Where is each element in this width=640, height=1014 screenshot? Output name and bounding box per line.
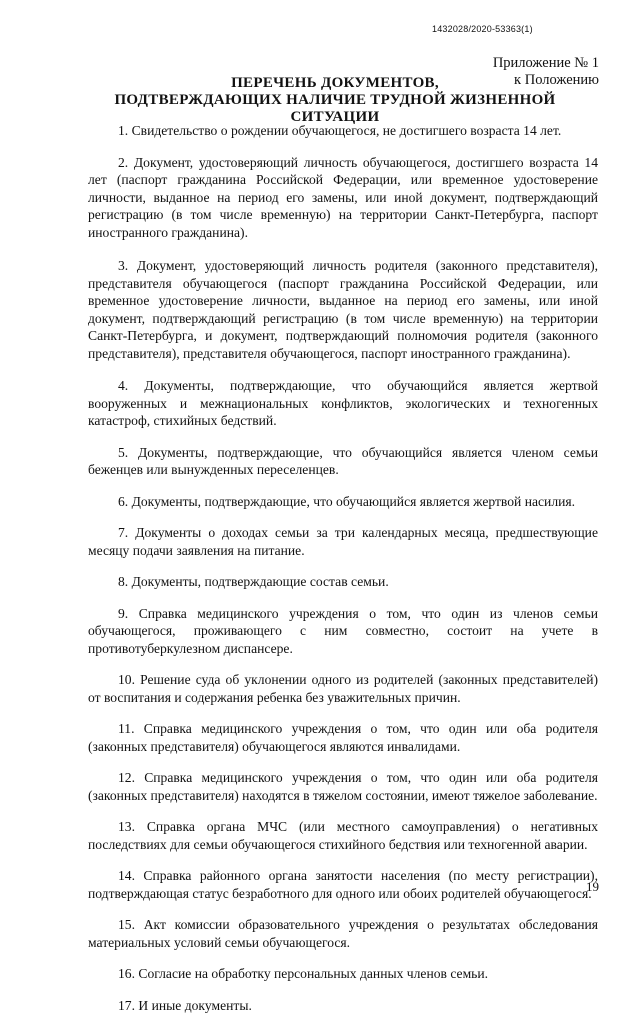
list-item-1: 1. Свидетельство о рождении обучающегося, не достигшего возраста 14 лет. bbox=[88, 122, 598, 140]
list-item-5: 5. Документы, подтверждающие, что обучающийся является членом семьи беженцев или вынужденных переселенцев. bbox=[88, 444, 598, 479]
list-item-12: 12. Справка медицинского учреждения о том, что один или оба родителя (законных представителя) находятся в тяжелом состоянии, имеют тяжелое заболевание. bbox=[88, 769, 598, 804]
list-item-16: 16. Согласие на обработку персональных данных членов семьи. bbox=[88, 965, 598, 983]
document-list bbox=[88, 122, 598, 1014]
list-item-3: 3. Документ, удостоверяющий личность родителя (законного представителя), представителя обучающегося (паспорт гражданина Российской Федерации, или временное удостоверение личности, выданное на период его замены, или иной документ, подтверждающий регистрацию (в том числе временную) на территории Санкт-Петербурга, и документ, подтверждающий полномочия родителя (законного представителя), представителя обучающегося, паспорт иностранного гражданина). bbox=[88, 257, 598, 362]
list-item-4: 4. Документы, подтверждающие, что обучающийся является жертвой вооруженных и межнациональных конфликтов, экологических и техногенных катастроф, стихийных бедствий. bbox=[88, 377, 598, 430]
list-item-17: 17. И иные документы. bbox=[88, 997, 598, 1014]
list-item-2: 2. Документ, удостоверяющий личность обучающегося, достигшего возраста 14 лет (паспорт гражданина Российской Федерации, или временное удостоверение личности, выданное на период его замены, или иной документ, подтверждающий регистрацию (в том числе временную) на территории Санкт-Петербурга, паспорт иностранного гражданина). bbox=[88, 154, 598, 242]
list-item-10: 10. Решение суда об уклонении одного из родителей (законных представителей) от воспитания и содержания ребенка без уважительных причин. bbox=[88, 671, 598, 706]
title-line-1: ПЕРЕЧЕНЬ ДОКУМЕНТОВ, bbox=[80, 75, 590, 92]
list-item-8: 8. Документы, подтверждающие состав семьи. bbox=[88, 573, 598, 591]
title-line-2: ПОДТВЕРЖДАЮЩИХ НАЛИЧИЕ ТРУДНОЙ ЖИЗНЕННОЙ СИТУАЦИИ bbox=[80, 92, 590, 126]
page-number: 19 bbox=[586, 879, 599, 895]
list-item-15: 15. Акт комиссии образовательного учреждения о результатах обследования материальных условий семьи обучающегося. bbox=[88, 916, 598, 951]
document-registration-number: 1432028/2020-53363(1) bbox=[432, 24, 533, 34]
list-item-11: 11. Справка медицинского учреждения о том, что один или оба родителя (законных представителя) обучающегося являются инвалидами. bbox=[88, 720, 598, 755]
appendix-number: Приложение № 1 bbox=[399, 55, 599, 72]
list-item-13: 13. Справка органа МЧС (или местного самоуправления) о негативных последствиях для семьи обучающегося стихийного бедствия или техногенной аварии. bbox=[88, 818, 598, 853]
list-item-6: 6. Документы, подтверждающие, что обучающийся является жертвой насилия. bbox=[88, 493, 598, 511]
list-item-9: 9. Справка медицинского учреждения о том, что один из членов семьи обучающегося, проживающего с ним совместно, состоит на учете в противотуберкулезном диспансере. bbox=[88, 605, 598, 658]
list-item-7: 7. Документы о доходах семьи за три календарных месяца, предшествующие месяцу подачи заявления на питание. bbox=[88, 524, 598, 559]
appendix-regulation: к Положению bbox=[399, 72, 599, 89]
document-title bbox=[80, 75, 590, 126]
list-item-14: 14. Справка районного органа занятости населения (по месту регистрации), подтверждающая статус безработного для одного или обоих родителей обучающегося. bbox=[88, 867, 598, 902]
